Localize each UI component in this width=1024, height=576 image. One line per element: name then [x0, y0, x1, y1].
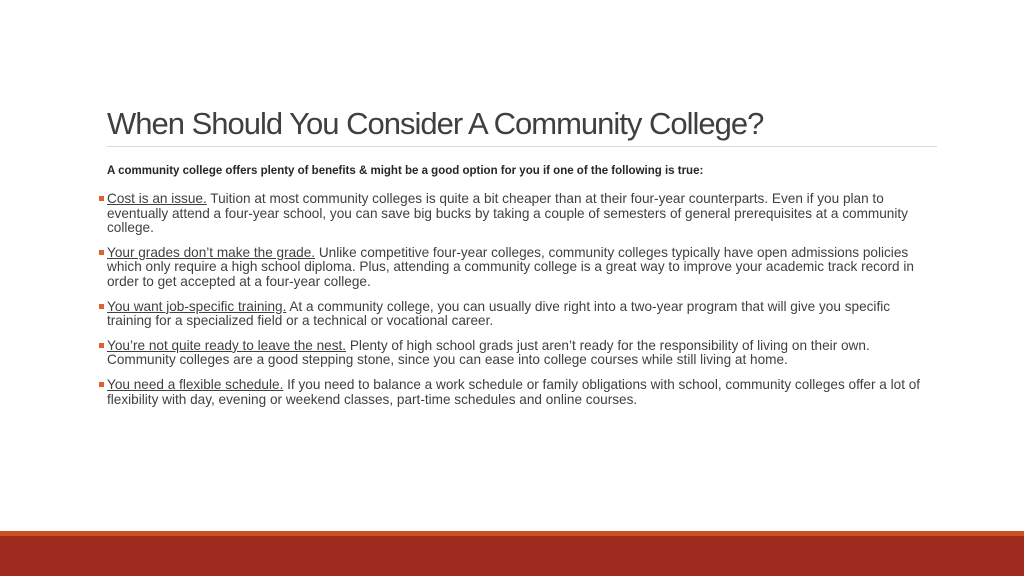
- bullet-item: [99, 300, 934, 329]
- bullet-lead: Your grades don’t make the grade.: [107, 244, 316, 260]
- bullet-lead: You want job-specific training.: [107, 298, 287, 314]
- bullet-item: [99, 246, 934, 290]
- bullet-text: At a community college, you can usually dive right into a two-year program that will give you specific training for a specialized field or a technical or vocational career.: [107, 298, 891, 329]
- bullet-lead: You need a flexible schedule.: [107, 376, 284, 392]
- bullet-lead: Cost is an issue.: [107, 191, 207, 206]
- bullet-item: [99, 378, 934, 407]
- square-bullet-icon: [99, 196, 104, 201]
- square-bullet-icon: [99, 250, 104, 255]
- intro-text: A community college offers plenty of benefits & might be a good option for you if one of the following is true:: [107, 165, 704, 177]
- bullet-item: [99, 339, 934, 368]
- bullet-text: Tuition at most community colleges is quite a bit cheaper than at their four-year counterparts. Even if you plan to eventually attend a four-year school, you can save big bucks by taking a couple of semesters of general prerequisites at a community college.: [107, 191, 908, 236]
- square-bullet-icon: [99, 343, 104, 348]
- square-bullet-icon: [99, 304, 104, 309]
- bullet-text: Plenty of high school grads just aren’t ready for the responsibility of living on their own. Community colleges are a good stepping stone, since you can ease into college courses while still living at home.: [107, 337, 870, 368]
- footer-band: [0, 536, 1024, 576]
- slide-title: When Should You Consider A Community College?: [107, 106, 764, 141]
- title-divider: [107, 146, 937, 147]
- bullet-list: [99, 192, 934, 417]
- square-bullet-icon: [99, 382, 104, 387]
- bullet-item: [99, 192, 934, 236]
- bullet-lead: You’re not quite ready to leave the nest.: [107, 337, 347, 353]
- bullet-text: Unlike competitive four-year colleges, community colleges typically have open admissions policies which only require a high school diploma. Plus, attending a community college is a great way to improve your academic track record in order to get accepted at a four-year college.: [107, 244, 914, 289]
- bullet-text: If you need to balance a work schedule or family obligations with school, community colleges offer a lot of flexibility with day, evening or weekend classes, part-time schedules and online courses.: [107, 376, 921, 407]
